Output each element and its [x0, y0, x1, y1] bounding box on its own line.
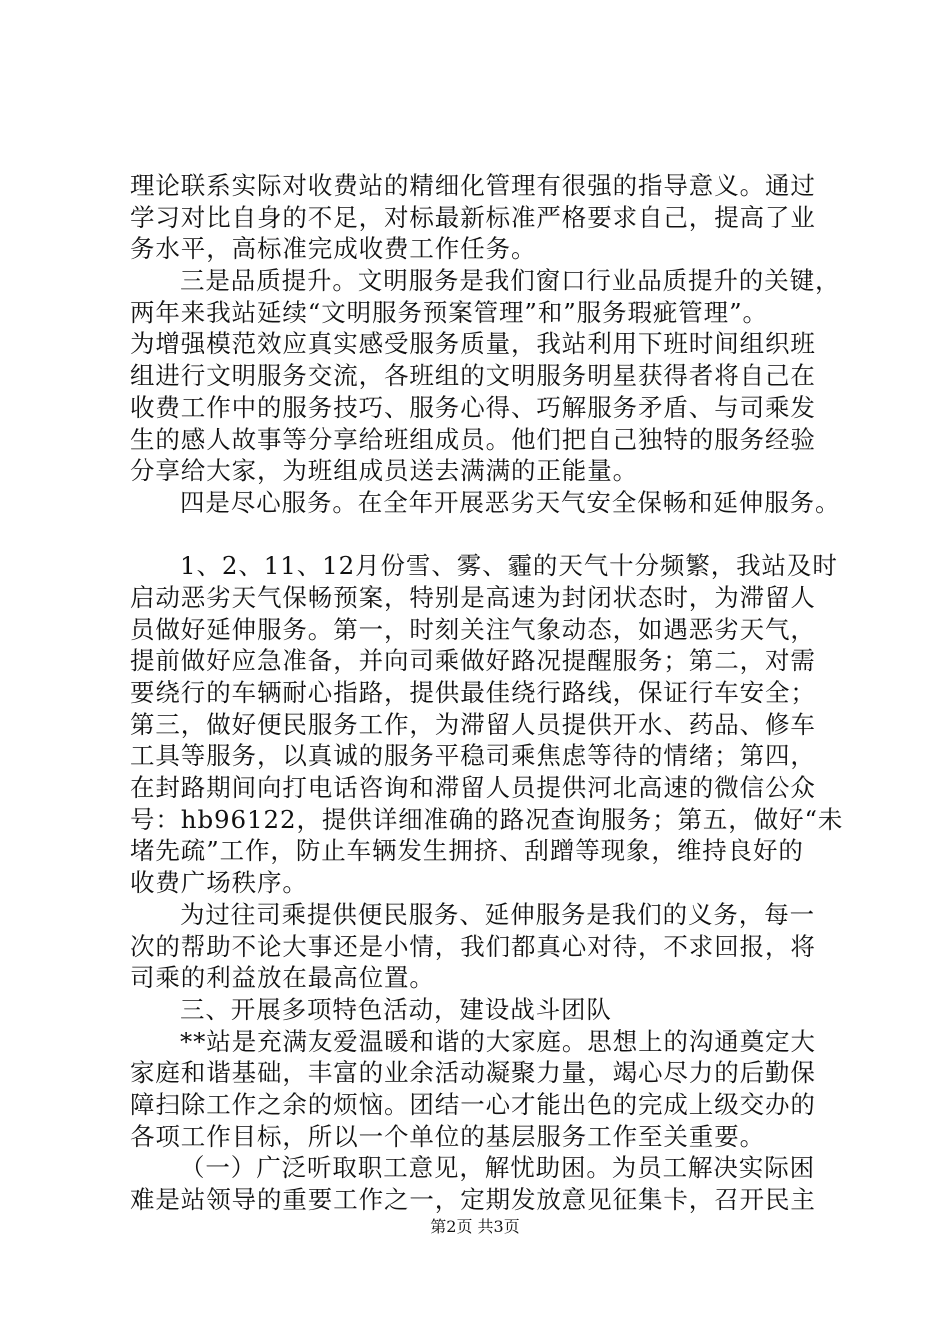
text-line: （一）广泛听取职工意见，解忧助困。为员工解决实际困	[180, 1153, 815, 1183]
text-line: 在封路期间向打电话咨询和滞留人员提供河北高速的微信公众	[130, 773, 816, 803]
text-line: 提前做好应急准备，并向司乘做好路况提醒服务；第二，对需	[130, 646, 816, 676]
text-line: 障扫除工作之余的烦恼。团结一心才能出色的完成上级交办的	[130, 1089, 816, 1119]
text-line: **站是充满友爱温暖和谐的大家庭。思想上的沟通奠定大	[180, 1026, 816, 1056]
page-footer: 第2页 共3页	[430, 1217, 520, 1236]
text-line: 学习对比自身的不足，对标最新标准严格要求自己，提高了业	[130, 202, 816, 232]
text-line: 四是尽心服务。在全年开展恶劣天气安全保畅和延伸服务。	[180, 487, 841, 517]
text-line: 组进行文明服务交流，各班组的文明服务明星获得者将自己在	[130, 361, 816, 391]
text-line: 理论联系实际对收费站的精细化管理有很强的指导意义。通过	[130, 171, 816, 200]
document-body	[130, 170, 844, 1216]
text-line: 1、2、11、12月份雪、雾、霾的天气十分频繁，我站及时	[180, 551, 838, 581]
text-line: 分享给大家，为班组成员送去满满的正能量。	[130, 456, 638, 486]
text-line: 启动恶劣天气保畅预案，特别是高速为封闭状态时，为滞留人	[130, 582, 816, 612]
text-line: 堵先疏”工作，防止车辆发生拥挤、刮蹭等现象，维持良好的	[130, 836, 804, 866]
text-line: 生的感人故事等分享给班组成员。他们把自己独特的服务经验	[130, 424, 816, 454]
text-line: 员做好延伸服务。第一，时刻关注气象动态，如遇恶劣天气，	[130, 614, 816, 644]
text-line: 号：hb96122，提供详细准确的路况查询服务；第五，做好“未	[130, 804, 844, 834]
text-line: 务水平，高标准完成收费工作任务。	[130, 234, 537, 264]
text-line: 为增强模范效应真实感受服务质量，我站利用下班时间组织班	[130, 329, 816, 359]
text-line: 收费工作中的服务技巧、服务心得、巧解服务矛盾、与司乘发	[130, 392, 816, 422]
blank-line	[130, 519, 840, 551]
text-line: 三、开展多项特色活动，建设战斗团队	[180, 994, 612, 1024]
text-line: 难是站领导的重要工作之一，定期发放意见征集卡，召开民主	[130, 1185, 816, 1214]
text-line: 各项工作目标，所以一个单位的基层服务工作至关重要。	[130, 1121, 765, 1151]
text-line: 次的帮助不论大事还是小情，我们都真心对待，不求回报，将	[130, 931, 816, 961]
text-line: 要绕行的车辆耐心指路，提供最佳绕行路线，保证行车安全；	[130, 678, 816, 707]
text-line: 第三，做好便民服务工作，为滞留人员提供开水、药品、修车	[130, 709, 816, 739]
text-line: 收费广场秩序。	[130, 868, 308, 898]
text-line: 两年来我站延续“文明服务预案管理”和”服务瑕疵管理”。	[130, 297, 768, 327]
text-line: 司乘的利益放在最高位置。	[130, 963, 435, 993]
text-line: 三是品质提升。文明服务是我们窗口行业品质提升的关键，	[180, 266, 841, 296]
text-line: 为过往司乘提供便民服务、延伸服务是我们的义务，每一	[180, 899, 815, 929]
text-line: 工具等服务，以真诚的服务平稳司乘焦虑等待的情绪；第四，	[130, 741, 816, 771]
text-line: 家庭和谐基础，丰富的业余活动凝聚力量，竭心尽力的后勤保	[130, 1058, 816, 1088]
